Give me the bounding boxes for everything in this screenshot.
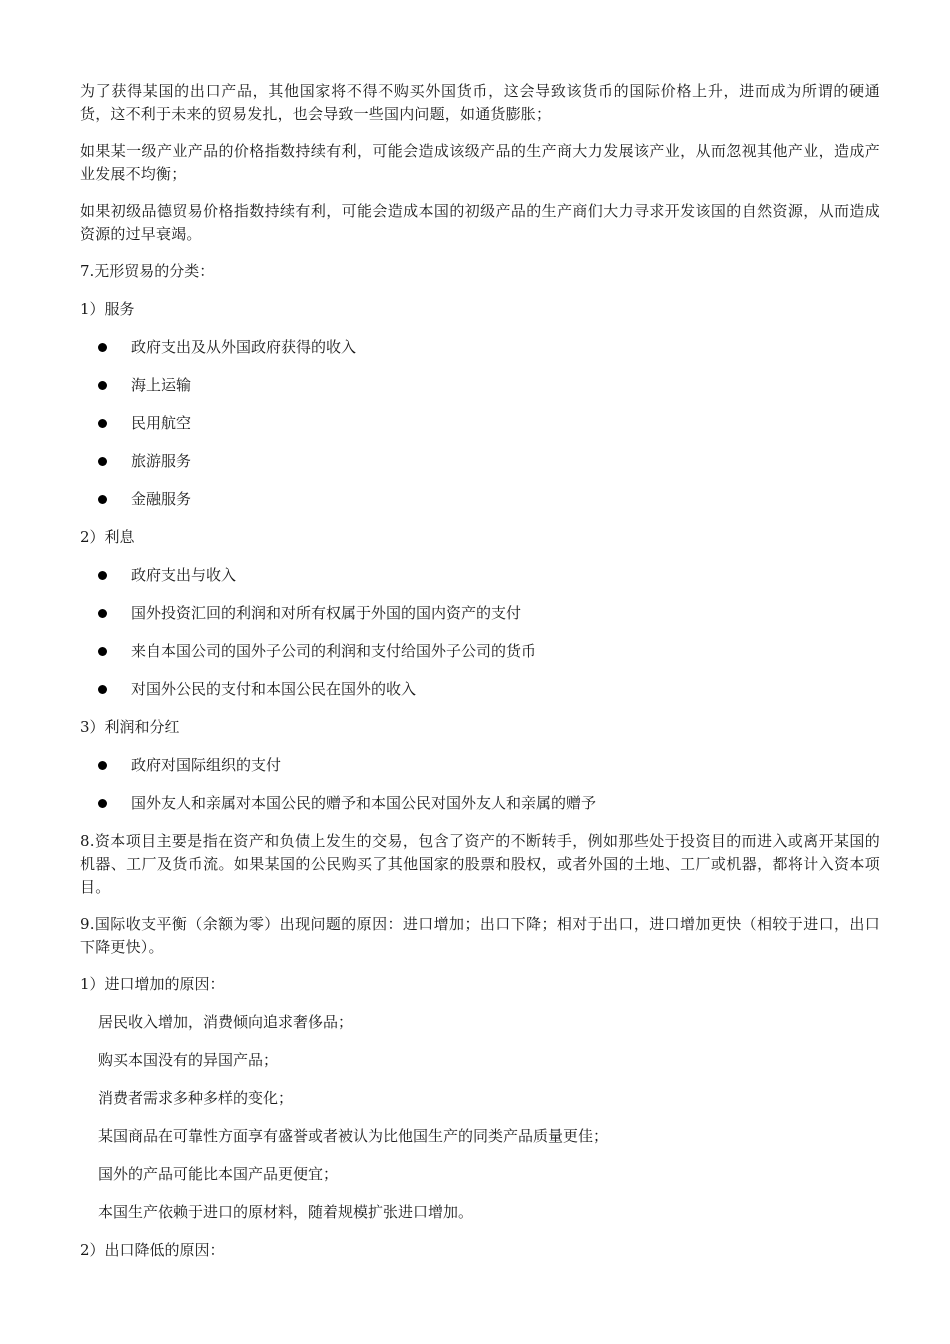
bullet-icon — [98, 343, 107, 352]
services-list — [80, 336, 880, 511]
list-item — [80, 412, 880, 435]
import-increase-title: 1）进口增加的原因： — [80, 975, 225, 993]
intro-paragraph-3: 如果初级品德贸易价格指数持续有利，可能会造成本国的初级产品的生产商们大力寻求开发该国的自然资源，从而造成资源的过早衰竭。 — [80, 202, 880, 243]
bullet-icon — [98, 761, 107, 770]
bullet-icon — [98, 571, 107, 580]
list-item — [80, 678, 880, 701]
group-interest-title: 2）利息 — [80, 528, 135, 546]
list-item-text: 国外投资汇回的利润和对所有权属于外国的国内资产的支付 — [131, 604, 522, 622]
list-item — [80, 374, 880, 397]
intro-paragraph-2: 如果某一级产业产品的价格指数持续有利，可能会造成该级产品的生产商大力发展该产业，从而忽视其他产业，造成产业发展不均衡； — [80, 142, 880, 183]
list-item — [80, 450, 880, 473]
bullet-icon — [98, 457, 107, 466]
bullet-icon — [98, 381, 107, 390]
list-item — [80, 792, 880, 815]
list-item — [80, 754, 880, 777]
bullet-icon — [98, 799, 107, 808]
list-item — [80, 336, 880, 359]
intro-paragraph-1: 为了获得某国的出口产品，其他国家将不得不购买外国货币，这会导致该货币的国际价格上升，进而成为所谓的硬通货，这不利于未来的贸易发扎，也会导致一些国内问题，如通货膨胀； — [80, 82, 880, 123]
document-page — [80, 80, 880, 1277]
export-decrease-title: 2）出口降低的原因： — [80, 1241, 225, 1259]
list-item — [80, 602, 880, 625]
bullet-icon — [98, 495, 107, 504]
list-item-text: 政府对国际组织的支付 — [131, 756, 282, 774]
list-item-text: 政府支出及从外国政府获得的收入 — [131, 338, 357, 356]
import-reason-3: 消费者需求多种多样的变化； — [98, 1089, 294, 1107]
list-item-text: 国外友人和亲属对本国公民的赠予和本国公民对国外友人和亲属的赠予 — [131, 794, 597, 812]
section-8-paragraph: 8.资本项目主要是指在资产和负债上发生的交易，包含了资产的不断转手，例如那些处于投资目的而进入或离开某国的机器、工厂及货币流。如果某国的公民购买了其他国家的股票和股权，或者外国的土地、工厂或机器，都将计入资本项目。 — [80, 832, 880, 896]
section-9-paragraph: 9.国际收支平衡（余额为零）出现问题的原因：进口增加；出口下降；相对于出口，进口增加更快（相较于进口，出口下降更快）。 — [80, 915, 880, 956]
list-item — [80, 564, 880, 587]
bullet-icon — [98, 609, 107, 618]
group-profit-title: 3）利润和分红 — [80, 718, 180, 736]
list-item-text: 金融服务 — [131, 490, 192, 508]
group-services-title: 1）服务 — [80, 300, 135, 318]
import-reason-6: 本国生产依赖于进口的原材料，随着规模扩张进口增加。 — [98, 1203, 474, 1221]
list-item-text: 民用航空 — [131, 414, 192, 432]
import-reason-5: 国外的产品可能比本国产品更便宜； — [98, 1165, 339, 1183]
list-item-text: 来自本国公司的国外子公司的利润和支付给国外子公司的货币 — [131, 642, 537, 660]
list-item — [80, 640, 880, 663]
section-7-heading: 7.无形贸易的分类： — [80, 262, 215, 280]
import-reason-4: 某国商品在可靠性方面享有盛誉或者被认为比他国生产的同类产品质量更佳； — [98, 1127, 609, 1145]
import-reason-2: 购买本国没有的异国产品； — [98, 1051, 279, 1069]
bullet-icon — [98, 419, 107, 428]
import-reason-1: 居民收入增加，消费倾向追求奢侈品； — [98, 1013, 354, 1031]
list-item-text: 对国外公民的支付和本国公民在国外的收入 — [131, 680, 417, 698]
bullet-icon — [98, 685, 107, 694]
list-item-text: 旅游服务 — [131, 452, 192, 470]
list-item — [80, 488, 880, 511]
interest-list — [80, 564, 880, 701]
list-item-text: 海上运输 — [131, 376, 192, 394]
bullet-icon — [98, 647, 107, 656]
list-item-text: 政府支出与收入 — [131, 566, 237, 584]
profit-list — [80, 754, 880, 815]
